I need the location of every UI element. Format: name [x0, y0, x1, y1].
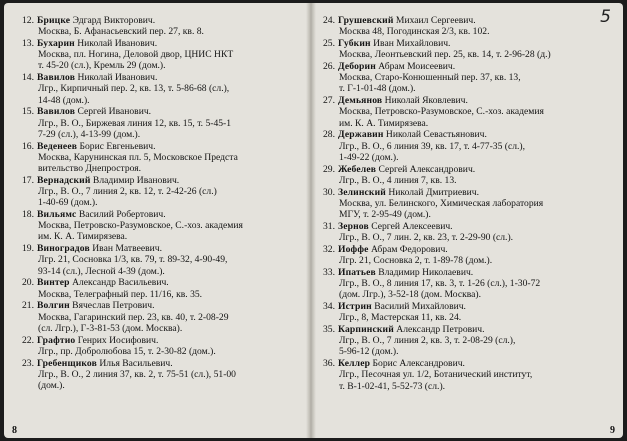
directory-entry: [317, 267, 613, 301]
entry-surname: Виноградов: [37, 243, 90, 255]
entry-address-line: Лгр. 21, Сосновка 2, т. 1-89-78 (дом.).: [339, 255, 493, 267]
entry-surname: Демьянов: [338, 95, 383, 107]
left-page: [16, 15, 309, 433]
entry-given-name: Василий Михайлович.: [374, 301, 466, 313]
directory-entry: [317, 301, 613, 323]
directory-entry: [16, 209, 309, 243]
entry-surname: Бухарин: [37, 38, 75, 49]
entry-heading: [317, 221, 613, 232]
entry-address-line: Москва, пл. Ногина, Деловой двор, ЦНИС НКТ: [38, 49, 234, 61]
entry-heading: [317, 324, 613, 335]
directory-entry: [16, 72, 309, 106]
entry-number: 26.: [323, 61, 335, 72]
entry-address-line: т. 45-20 (сл.), Кремль 29 (дом.).: [38, 60, 166, 72]
entry-number: 22.: [22, 334, 34, 346]
entry-heading: [317, 164, 613, 175]
entry-address-line: (сл. Лгр.), Г-3-81-53 (дом. Москва).: [38, 322, 183, 334]
entry-given-name: Борис Александрович.: [372, 358, 465, 370]
entry-address-line: 93-14 (сл.), Лесной 4-39 (дом.).: [38, 265, 165, 277]
entry-surname: Гребенщиков: [37, 357, 97, 369]
entry-heading: [16, 38, 309, 49]
entry-given-name: Сергей Иванович.: [77, 106, 152, 118]
entry-given-name: Иван Матвеевич.: [92, 243, 162, 255]
directory-entry: [317, 221, 613, 243]
entry-address-line: Лгр., В. О., 4 линия 7, кв. 13.: [339, 174, 457, 186]
entry-number: 36.: [323, 358, 335, 370]
page-number-right: 9: [610, 425, 615, 436]
entry-address-line: Лгр. 21, Сосновка 1/3, кв. 79, т. 89-32, 4-90-49,: [38, 254, 228, 266]
entry-surname: Истрин: [338, 301, 372, 313]
directory-entry: [317, 164, 613, 186]
entry-number: 17.: [22, 174, 34, 186]
entry-number: 33.: [323, 266, 335, 278]
entry-number: 16.: [22, 140, 34, 152]
entry-address-line: 1-49-22 (дом.).: [339, 151, 399, 163]
entry-heading: [16, 335, 309, 346]
entry-heading: [16, 209, 309, 220]
entry-surname: Зернов: [338, 220, 369, 232]
entry-address-line: Лгр., В. О., 7 лин. 2, кв. 23, т. 2-29-90 (сл.).: [339, 232, 514, 244]
entry-given-name: Александр Васильевич.: [72, 277, 169, 289]
entry-heading: [317, 129, 613, 140]
entry-given-name: Илья Васильевич.: [99, 357, 173, 369]
entry-surname: Вернадский: [37, 174, 91, 186]
entry-address-line: Москва, Телеграфный пер. 11/16, кв. 35.: [38, 288, 203, 300]
entry-heading: [317, 358, 613, 369]
entry-surname: Вавилов: [37, 106, 76, 118]
entry-given-name: Абрам Федорович.: [370, 243, 448, 255]
entry-address-line: 5-96-12 (дом.).: [339, 346, 399, 358]
entry-address-line: Москва, Петровско-Разумовское, С.-хоз. академия: [38, 220, 243, 232]
entry-number: 30.: [323, 186, 335, 198]
book-spread: [4, 3, 623, 438]
entry-address-line: т. В-1-02-41, 5-52-73 (сл.).: [339, 380, 446, 392]
entry-address-line: Москва, Петровско-Разумовское, С.-хоз. академия: [339, 106, 544, 118]
entry-given-name: Вячеслав Петрович.: [72, 300, 155, 312]
directory-entry: [16, 38, 309, 72]
entry-number: 18.: [22, 209, 34, 221]
entry-heading: [317, 267, 613, 278]
directory-entry: [317, 358, 613, 392]
directory-entry: [317, 95, 613, 129]
entry-given-name: Абрам Моисеевич.: [378, 61, 456, 72]
entry-given-name: Николай Яковлевич.: [384, 95, 468, 107]
entry-address-line: Лгр., В. О., 7 линия 2, кв. 12, т. 2-42-26 (сл.): [38, 186, 217, 198]
entry-given-name: Николай Иванович.: [77, 72, 158, 84]
entry-surname: Грушевский: [338, 15, 394, 26]
directory-entry: [317, 61, 613, 95]
directory-entry: [317, 324, 613, 358]
directory-entry: [317, 15, 613, 37]
entry-address-line: Москва, ул. Белинского, Химическая лаборатория: [339, 197, 544, 209]
entry-surname: Деборин: [338, 61, 376, 72]
page-number-left: 8: [12, 425, 17, 436]
entry-number: 32.: [323, 243, 335, 255]
entry-number: 21.: [22, 300, 34, 312]
entry-address-line: т. Г-1-01-48 (дом.).: [339, 83, 416, 95]
entry-surname: Иоффе: [338, 243, 369, 255]
entry-given-name: Сергей Алексеевич.: [371, 220, 453, 232]
entry-surname: Вавилов: [37, 72, 76, 84]
entry-number: 14.: [22, 72, 34, 84]
entry-heading: [317, 187, 613, 198]
entry-address-line: вительство Днепростроя.: [38, 163, 142, 175]
entry-address-line: 14-48 (дом.).: [38, 94, 90, 106]
directory-entry: [16, 243, 309, 277]
entry-given-name: Эдгард Викторович.: [72, 15, 156, 26]
entry-address-line: Лгр., В. О., Биржевая линия 12, кв. 15, т. 5-45-1: [38, 117, 232, 129]
entry-number: 23.: [22, 357, 34, 369]
directory-entry: [16, 175, 309, 209]
entry-heading: [16, 72, 309, 83]
entry-given-name: Генрих Иосифович.: [77, 334, 159, 346]
entry-address-line: Москва, Леонтьевский пер. 25, кв. 14, т. 2-96-28 (д.): [339, 49, 551, 61]
entry-surname: Келлер: [338, 358, 371, 370]
entry-heading: [317, 38, 613, 49]
right-page: [317, 15, 613, 433]
entry-heading: [16, 141, 309, 152]
entry-address-line: Москва, Б. Афанасьевский пер. 27, кв. 8.: [38, 26, 204, 38]
entry-number: 13.: [22, 38, 34, 49]
entry-address-line: (дом.).: [38, 380, 65, 392]
directory-entry: [16, 106, 309, 140]
entry-address-line: Лгр., В. О., 8 линия 17, кв. 3, т. 1-26 (сл.), 1-30-72: [339, 278, 541, 290]
book-gutter: [306, 3, 316, 438]
entry-surname: Губкин: [338, 38, 371, 49]
entry-address-line: Москва 48, Погодинская 2/3, кв. 102.: [339, 26, 490, 38]
entry-number: 12.: [22, 15, 34, 26]
entry-address-line: 1-40-69 (дом.).: [38, 197, 98, 209]
entry-address-line: Москва, Гагаринский пер. 23, кв. 40, т. 2-08-29: [38, 311, 229, 323]
directory-entry: [317, 244, 613, 266]
entry-number: 31.: [323, 220, 335, 232]
entry-surname: Зелинский: [338, 186, 386, 198]
entry-address-line: Лгр., Кирпичный пер. 2, кв. 13, т. 5-86-68 (сл.),: [38, 83, 230, 95]
entry-heading: [317, 244, 613, 255]
entry-address-line: Москва, Карунинская пл. 5, Московское Предста: [38, 151, 238, 163]
entry-heading: [16, 15, 309, 26]
entry-heading: [317, 95, 613, 106]
entry-heading: [16, 175, 309, 186]
entry-given-name: Николай Дмитриевич.: [388, 186, 479, 198]
entry-address-line: Лгр., В. О., 7 линия 2, кв. 3, т. 2-08-29 (сл.),: [339, 335, 516, 347]
entry-given-name: Николай Севастьянович.: [385, 129, 487, 141]
entry-address-line: Лгр., Песочная ул. 1/2, Ботанический институт,: [339, 369, 533, 381]
entry-number: 24.: [323, 15, 335, 26]
entry-given-name: Александр Петрович.: [396, 324, 485, 336]
entry-surname: Державин: [338, 129, 384, 141]
entry-surname: Вильямс: [37, 209, 77, 221]
entry-surname: Волгин: [37, 300, 70, 312]
entry-given-name: Иван Михайлович.: [373, 38, 451, 49]
entry-number: 29.: [323, 163, 335, 175]
entry-address-line: Лгр., В. О., 6 линия 39, кв. 17, т. 4-77-35 (сл.),: [339, 140, 525, 152]
entry-address-line: МГУ, т. 2-95-49 (дом.).: [339, 209, 431, 221]
entry-number: 34.: [323, 301, 335, 313]
entry-address-line: Лгр., В. О., 2 линия 37, кв. 2, т. 75-51 (сл.), 51-00: [38, 368, 236, 380]
entry-given-name: Владимир Николаевич.: [378, 266, 474, 278]
entry-number: 28.: [323, 129, 335, 141]
entry-heading: [317, 61, 613, 72]
entry-number: 19.: [22, 243, 34, 255]
entry-surname: Ипатьев: [338, 266, 376, 278]
directory-entry: [16, 15, 309, 37]
entry-surname: Карпинский: [338, 324, 394, 336]
entry-heading: [16, 277, 309, 288]
entry-heading: [317, 301, 613, 312]
entry-address-line: 7-29 (сл.), 4-13-99 (дом.).: [38, 128, 141, 140]
entry-heading: [16, 358, 309, 369]
entry-surname: Винтер: [37, 277, 70, 289]
entry-surname: Графтио: [37, 334, 76, 346]
handwritten-mark: 5: [600, 7, 611, 27]
directory-entry: [317, 129, 613, 163]
entry-number: 35.: [323, 324, 335, 336]
directory-entry: [317, 38, 613, 60]
entry-given-name: Михаил Сергеевич.: [395, 15, 476, 26]
entry-heading: [16, 243, 309, 254]
directory-entry: [16, 358, 309, 392]
entry-number: 25.: [323, 38, 335, 49]
entry-given-name: Сергей Александрович.: [378, 163, 476, 175]
entry-address-line: им. К. А. Тимирязева.: [38, 231, 128, 243]
directory-entry: [16, 300, 309, 334]
entry-given-name: Борис Евгеньевич.: [79, 140, 156, 152]
directory-entry: [16, 277, 309, 299]
entry-address-line: Лгр., пр. Добролюбова 15, т. 2-30-82 (дом.).: [38, 345, 216, 357]
directory-entry: [16, 335, 309, 357]
entry-address-line: им. К. А. Тимирязева.: [339, 117, 429, 129]
entry-given-name: Владимир Иванович.: [92, 174, 180, 186]
entry-surname: Веденеев: [37, 140, 78, 152]
entry-heading: [16, 106, 309, 117]
entry-number: 15.: [22, 106, 34, 118]
entry-surname: Брицке: [37, 15, 71, 26]
entry-given-name: Николай Иванович.: [77, 38, 158, 49]
entry-number: 27.: [323, 95, 335, 107]
entry-address-line: Москва, Старо-Конюшенный пер. 37, кв. 13,: [339, 72, 521, 84]
entry-number: 20.: [22, 277, 34, 289]
entry-surname: Жебелев: [338, 163, 377, 175]
entry-heading: [16, 300, 309, 311]
entry-given-name: Василий Робертович.: [78, 209, 166, 221]
entry-address-line: Лгр., 8, Мастерская 11, кв. 24.: [339, 312, 462, 324]
directory-entry: [317, 187, 613, 221]
entry-address-line: (дом. Лгр.), 3-52-18 (дом. Москва).: [339, 289, 482, 301]
entry-heading: [317, 15, 613, 26]
directory-entry: [16, 141, 309, 175]
